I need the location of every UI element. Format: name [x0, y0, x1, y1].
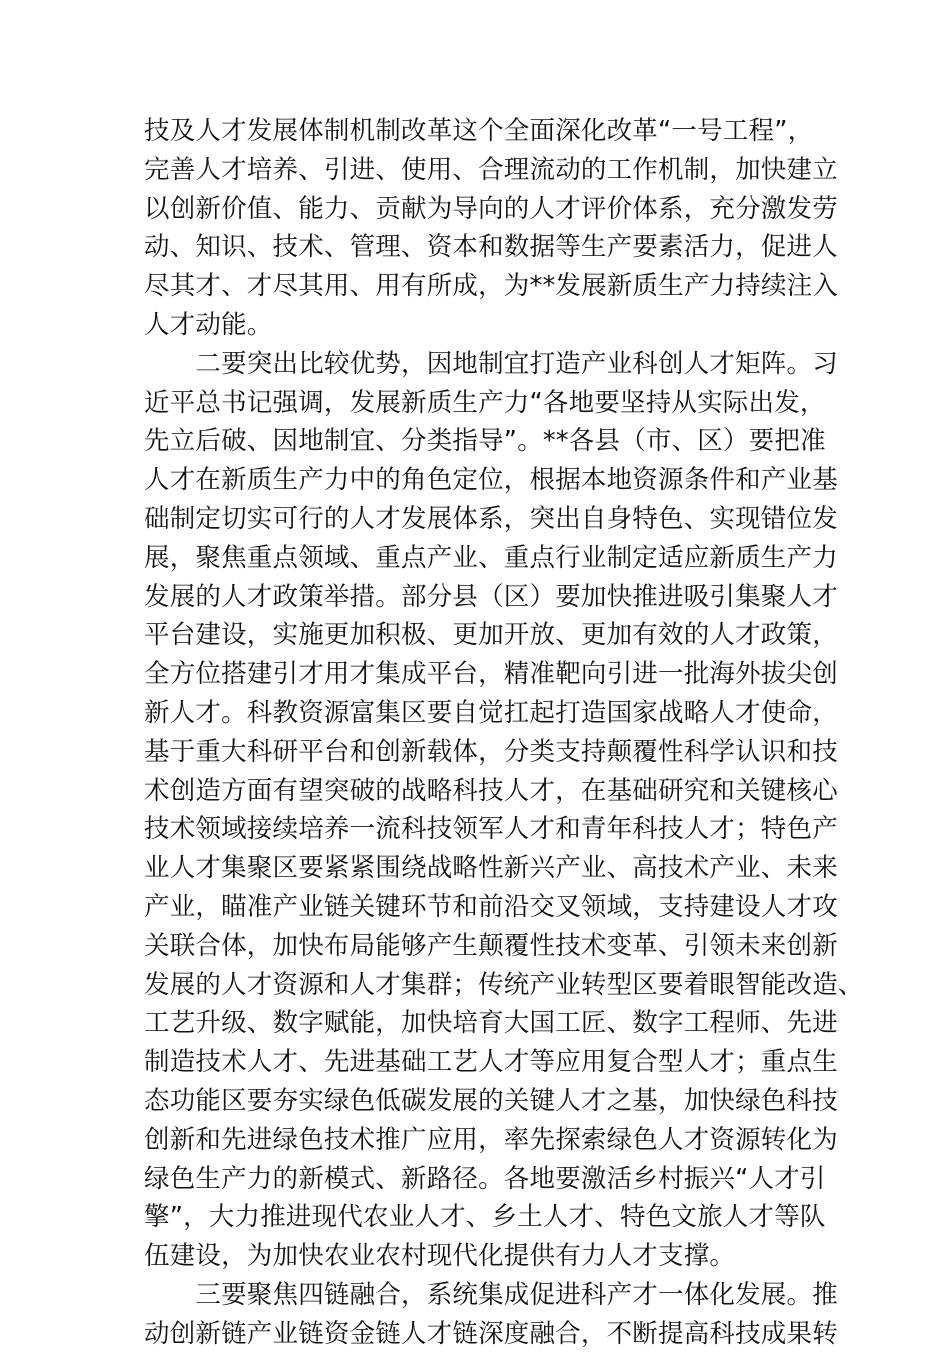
text-line: 技及人才发展体制机制改革这个全面深化改革“一号工程”， [144, 116, 814, 146]
document-body [144, 112, 864, 1354]
text-line: 擎”，大力推进现代农业人才、乡土人才、特色文旅人才等队 [144, 1202, 826, 1233]
text-line: 术创造方面有望突破的战略科技人才，在基础研究和关键核心 [144, 775, 838, 806]
text-line: 全方位搭建引才用才集成平台，精准靶向引进一批海外拔尖创 [144, 659, 838, 690]
text-line: 平台建设，实施更加积极、更加开放、更加有效的人才政策， [144, 620, 838, 651]
text-line: 人才在新质生产力中的角色定位，根据本地资源条件和产业基 [144, 465, 838, 496]
text-line: 发展的人才政策举措。部分县（区）要加快推进吸引集聚人才 [144, 581, 838, 612]
text-line: 三要聚焦四链融合，系统集成促进科产才一体化发展。推 [144, 1279, 838, 1310]
text-line: 业人才集聚区要紧紧围绕战略性新兴产业、高技术产业、未来 [144, 853, 838, 884]
text-line: 产业，瞄准产业链关键环节和前沿交叉领域，支持建设人才攻 [144, 891, 838, 922]
text-line: 发展的人才资源和人才集群；传统产业转型区要着眼智能改造、 [144, 969, 864, 1000]
text-line: 动创新链产业链资金链人才链深度融合，不断提高科技成果转 [144, 1318, 838, 1349]
text-line: 以创新价值、能力、贡献为导向的人才评价体系，充分激发劳 [144, 193, 838, 224]
text-line: 新人才。科教资源富集区要自觉扛起打造国家战略人才使命， [144, 697, 838, 728]
text-line: 制造技术人才、先进基础工艺人才等应用复合型人才；重点生 [144, 1047, 838, 1078]
text-line: 先立后破、因地制宜、分类指导”。**各县（市、区）要把准 [144, 426, 826, 457]
text-line: 人才动能。 [144, 309, 273, 340]
text-line: 二要突出比较优势，因地制宜打造产业科创人才矩阵。习 [144, 348, 838, 379]
text-line: 础制定切实可行的人才发展体系，突出自身特色、实现错位发 [144, 503, 838, 534]
text-line: 动、知识、技术、管理、资本和数据等生产要素活力，促进人 [144, 232, 838, 263]
text-line: 绿色生产力的新模式、新路径。各地要激活乡村振兴“人才引 [144, 1163, 826, 1194]
text-line: 完善人才培养、引进、使用、合理流动的工作机制，加快建立 [144, 154, 838, 185]
text-line: 态功能区要夯实绿色低碳发展的关键人才之基，加快绿色科技 [144, 1085, 838, 1116]
text-line: 伍建设，为加快农业农村现代化提供有力人才支撑。 [144, 1241, 736, 1272]
text-line: 关联合体，加快布局能够产生颠覆性技术变革、引领未来创新 [144, 930, 838, 961]
text-line: 近平总书记强调，发展新质生产力“各地要坚持从实际出发， [144, 387, 826, 418]
text-line: 工艺升级、数字赋能，加快培育大国工匠、数字工程师、先进 [144, 1008, 838, 1039]
text-line: 技术领域接续培养一流科技领军人才和青年科技人才；特色产 [144, 814, 838, 845]
text-line: 展，聚焦重点领域、重点产业、重点行业制定适应新质生产力 [144, 542, 838, 573]
text-line: 创新和先进绿色技术推广应用，率先探索绿色人才资源转化为 [144, 1124, 838, 1155]
text-line: 基于重大科研平台和创新载体，分类支持颠覆性科学认识和技 [144, 736, 838, 767]
text-line: 尽其才、才尽其用、用有所成，为**发展新质生产力持续注入 [144, 271, 839, 302]
